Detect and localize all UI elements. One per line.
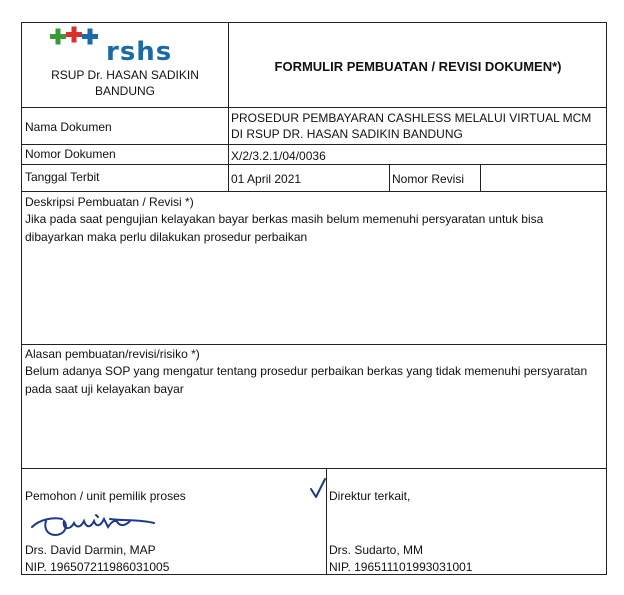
document-form [21, 22, 607, 575]
right-name: Drs. Sudarto, MM [329, 543, 424, 557]
left-nip: NIP. 196507211986031005 [25, 560, 170, 574]
divider [22, 107, 606, 108]
nomor-revisi-label: Nomor Revisi [392, 172, 465, 186]
alasan-label: Alasan pembuatan/revisi/risiko *) [25, 347, 200, 361]
deskripsi-label: Deskripsi Pembuatan / Revisi *) [25, 195, 194, 209]
divider [22, 164, 606, 165]
tanggal-terbit-value: 01 April 2021 [231, 172, 302, 186]
tanggal-terbit-label: Tanggal Terbit [25, 170, 100, 184]
divider [22, 144, 606, 145]
checkmark-icon [309, 477, 327, 501]
left-role: Pemohon / unit pemilik proses [25, 489, 186, 503]
nomor-dokumen-value: X/2/3.2.1/04/0036 [231, 149, 326, 163]
divider [480, 164, 481, 191]
form-title: FORMULIR PEMBUATAN / REVISI DOKUMEN*) [274, 59, 562, 74]
cross-logo-icon [46, 25, 106, 55]
divider [22, 191, 606, 192]
deskripsi-text: Jika pada saat pengujian kelayakan bayar berkas masih belum memenuhi persyaratan untuk bisa dibayarkan maka perlu dilakukan prosedur perbaikan [25, 212, 544, 244]
alasan-text: Belum adanya SOP yang mengatur tentang prosedur perbaikan berkas yang tidak memenuhi persyaratan pada saat uji kelayakan bayar [25, 364, 588, 396]
nomor-dokumen-label: Nomor Dokumen [25, 147, 116, 161]
nama-dokumen-value: PROSEDUR PEMBAYARAN CASHLESS MELALUI VIRTUAL MCM DI RSUP DR. HASAN SADIKIN BANDUNG [231, 111, 592, 141]
right-nip: NIP. 196511101993031001 [329, 560, 473, 574]
right-role: Direktur terkait, [329, 489, 411, 503]
logo-text: rshs [106, 37, 173, 67]
nama-dokumen-label: Nama Dokumen [25, 120, 112, 134]
signature-image [26, 501, 166, 541]
divider [389, 164, 390, 191]
hospital-name: RSUP Dr. HASAN SADIKIN BANDUNG [51, 68, 199, 98]
rshs-logo [46, 25, 173, 67]
divider [22, 344, 606, 345]
divider [228, 23, 229, 191]
divider [22, 468, 606, 469]
left-name: Drs. David Darmin, MAP [25, 543, 156, 557]
